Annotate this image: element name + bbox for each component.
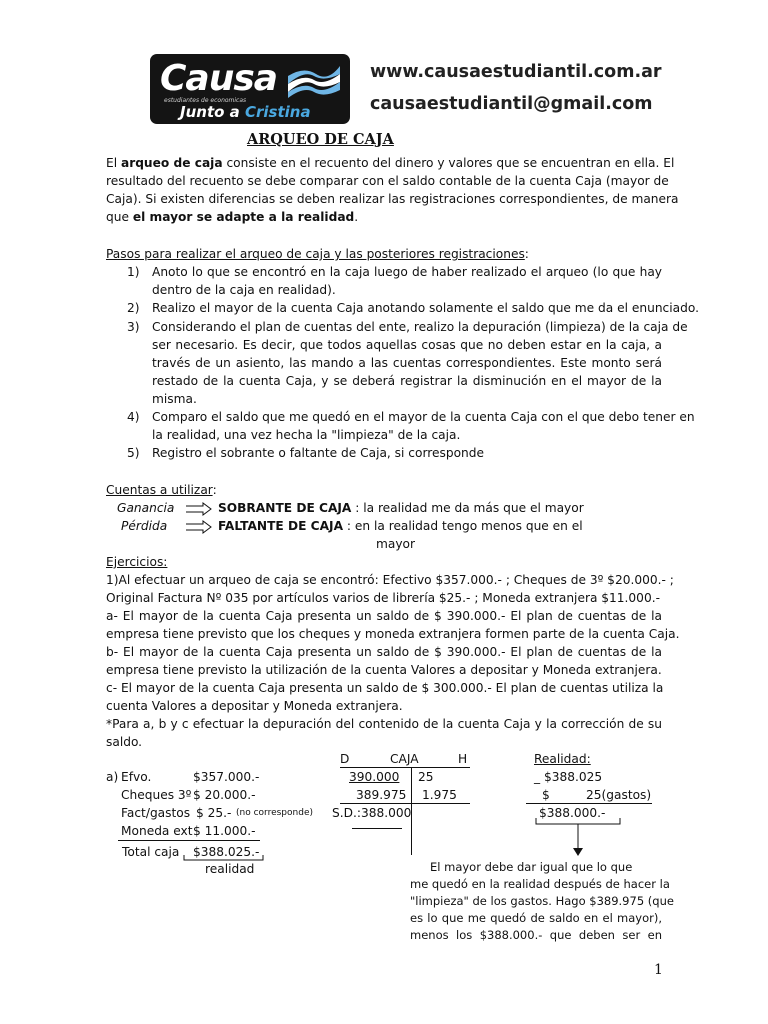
- logo-cristina: Cristina: [245, 103, 311, 121]
- step-text: Comparo el saldo que me quedó en el mayor de la cuenta Caja con el que debo tener en: [152, 410, 695, 424]
- step-number: 5): [127, 446, 140, 460]
- page-number: 1: [654, 962, 663, 978]
- flag-icon: [286, 62, 342, 98]
- intro-line-2: resultado del recuento se debe comparar con el saldo contable de la cuenta Caja (mayor de: [106, 174, 669, 188]
- total-label: Total caja: [122, 845, 180, 859]
- ganancia-label: Ganancia: [117, 501, 175, 515]
- ejercicios-heading: Ejercicios:: [106, 555, 168, 569]
- ledger-saldo: S.D.:388.000: [332, 806, 412, 820]
- total-amount: $388.025.-: [193, 845, 260, 859]
- intro-line-1: [106, 154, 675, 172]
- sobrante-row: [218, 499, 584, 517]
- realidad-result: $388.000.-: [539, 806, 606, 820]
- row-name: Efvo.: [121, 770, 152, 784]
- page-title: ARQUEO DE CAJA: [247, 131, 394, 148]
- faltante-row: [218, 517, 583, 535]
- row-name: Moneda ext: [121, 824, 193, 838]
- intro-bold: el mayor se adapte a la realidad: [132, 210, 355, 224]
- ejercicio-line: empresa tiene previsto que los cheques y moneda extranjera formen parte de la cuenta Caja.: [106, 627, 680, 641]
- intro-bold: arqueo de caja: [120, 156, 223, 170]
- row-amount: $ 11.000.-: [193, 824, 256, 838]
- faltante-label: FALTANTE DE CAJA: [218, 519, 344, 533]
- ejercicio-line: empresa tiene previsto la utilización de la cuenta Valores a depositar y Moneda extranjera.: [106, 663, 662, 677]
- row-amount: $357.000.-: [193, 770, 260, 784]
- ledger-credit-label: H: [458, 752, 468, 766]
- perdida-label: Pérdida: [121, 519, 168, 533]
- realidad-caption: realidad: [205, 862, 255, 876]
- note-line: es lo que me quedó de saldo en el mayor),: [410, 911, 662, 925]
- ledger-debit-value: 390.000: [349, 770, 400, 784]
- bracket-arrow-icon: [534, 818, 624, 858]
- faltante-desc: : en la realidad tengo menos que en el: [343, 519, 583, 533]
- realidad-value: _ $388.025: [534, 770, 603, 784]
- step-text: dentro de la caja en realidad).: [152, 283, 336, 297]
- step-text: Registro el sobrante o faltante de Caja, si corresponde: [152, 446, 484, 460]
- row-name: Cheques 3º: [121, 788, 192, 802]
- intro-line-3: Caja). Si existen diferencias se deben realizar las registraciones correspondientes, de manera: [106, 192, 679, 206]
- ledger-debit-value: 389.975: [356, 788, 407, 802]
- note-line: "limpieza" de los gastos. Hago $389.975 (que: [410, 894, 674, 908]
- logo-junto: Junto a: [180, 103, 240, 121]
- sobrante-label: SOBRANTE DE CAJA: [218, 501, 352, 515]
- step-number: 2): [127, 301, 140, 315]
- intro-text: .: [354, 210, 359, 224]
- step-number: 3): [127, 320, 140, 334]
- note-line: El mayor debe dar igual que lo que: [430, 860, 633, 874]
- row-amount: $ 25.-: [196, 806, 232, 820]
- ledger-title: CAJA: [390, 752, 419, 766]
- pasos-heading: [106, 245, 529, 263]
- ejercicio-line: a- El mayor de la cuenta Caja presenta un saldo de $ 390.000.- El plan de cuentas de la: [106, 609, 662, 623]
- ejercicio-line: cuenta Valores a depositar y Moneda extranjera.: [106, 699, 403, 713]
- realidad-dollar: $: [542, 788, 550, 802]
- ledger-credit-value: 25: [418, 770, 434, 784]
- sum-line: [118, 840, 260, 841]
- note-line: me quedó en la realidad después de hacer la: [410, 877, 670, 891]
- step-text: Realizo el mayor de la cuenta Caja anotando solamente el saldo que me da el enunciado.: [152, 301, 699, 315]
- sobrante-desc: : la realidad me da más que el mayor: [351, 501, 584, 515]
- pasos-heading-text: Pasos para realizar el arqueo de caja y las posteriores registraciones: [106, 247, 525, 261]
- ledger-credit-value: 1.975: [422, 788, 457, 802]
- step-text: restado de la cuenta Caja, y se deberá registrar la disminución en el mayor de la: [152, 374, 662, 388]
- causa-logo: [150, 54, 350, 124]
- row-note: (no corresponde): [236, 808, 313, 818]
- header-website: www.causaestudiantil.com.ar: [370, 62, 662, 82]
- logo-slogan: [180, 103, 311, 121]
- step-number: 1): [127, 265, 140, 279]
- ejercicio-line: b- El mayor de la cuenta Caja presenta un saldo de $ 390.000.- El plan de cuentas de la: [106, 645, 662, 659]
- step-text: Considerando el plan de cuentas del ente, realizo la depuración (limpieza) de la caja de: [152, 320, 688, 334]
- step-text: Anoto lo que se encontró en la caja luego de haber realizado el arqueo (lo que hay: [152, 265, 662, 279]
- arrow-right-icon: [186, 520, 212, 534]
- ejercicio-line: Original Factura Nº 035 por artículos varios de librería $25.- ; Moneda extranjera $11.000.-: [106, 591, 660, 605]
- intro-text: que: [106, 210, 133, 224]
- intro-line-4: [106, 208, 358, 226]
- step-text: través de un asiento, las mando a las cuentas correspondientes. Este monto será: [152, 356, 662, 370]
- ejercicio-line: c- El mayor de la cuenta Caja presenta un saldo de $ 300.000.- El plan de cuentas utiliza la: [106, 681, 664, 695]
- intro-text: El: [106, 156, 121, 170]
- ejercicio-line: 1)Al efectuar un arqueo de caja se encontró: Efectivo $357.000.- ; Cheques de 3º $20.000.- ;: [106, 573, 674, 587]
- note-line: menos los $388.000.- que deben ser en: [410, 928, 662, 942]
- ejercicio-line: saldo.: [106, 735, 143, 749]
- realidad-title: Realidad:: [534, 752, 591, 766]
- step-text: ser necesario. Es decir, que todos aquellas cosas que no deben estar en la caja, a: [152, 338, 662, 352]
- realidad-gastos: 25(gastos): [586, 788, 652, 802]
- cuentas-heading-text: Cuentas a utilizar: [106, 483, 213, 497]
- row-name: Fact/gastos: [121, 806, 191, 820]
- step-number: 4): [127, 410, 140, 424]
- exercise-a-label: a): [106, 770, 119, 784]
- arrow-right-icon: [186, 502, 212, 516]
- step-text: la realidad, una vez hecha la "limpieza" de la caja.: [152, 428, 461, 442]
- ejercicio-line: *Para a, b y c efectuar la depuración del contenido de la cuenta Caja y la corrección de su: [106, 717, 662, 731]
- logo-brand: Causa: [160, 58, 278, 99]
- ledger-saldo-line: [352, 828, 402, 829]
- cuentas-colon: :: [212, 483, 217, 497]
- ledger-debit-label: D: [340, 752, 350, 766]
- faltante-desc-2: mayor: [376, 537, 416, 551]
- cuentas-heading: [106, 481, 217, 499]
- logo-tagline: estudiantes de economicas: [164, 97, 247, 104]
- header-email: causaestudiantil@gmail.com: [370, 94, 653, 114]
- row-amount: $ 20.000.-: [193, 788, 256, 802]
- intro-text: consiste en el recuento del dinero y valores que se encuentran en ella. El: [222, 156, 675, 170]
- step-text: misma.: [152, 392, 197, 406]
- pasos-colon: :: [524, 247, 529, 261]
